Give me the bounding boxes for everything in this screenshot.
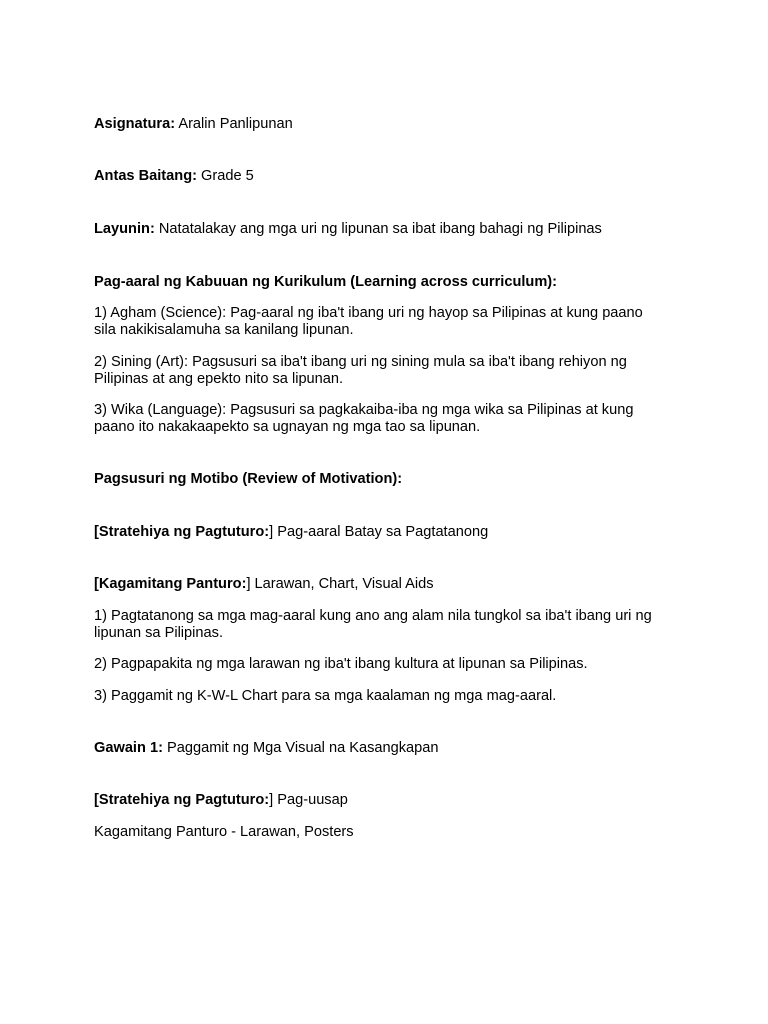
- kurikulum-item-3: 3) Wika (Language): Pagsusuri sa pagkakaiba-iba ng mga wika sa Pilipinas at kung paano ito nakakaapekto sa ugnayan ng mga tao sa lipunan.: [94, 402, 634, 435]
- strategy-value-1: ] Pag-aaral Batay sa Pagtatanong: [269, 524, 489, 540]
- strategy-line-1: [94, 524, 694, 541]
- strategy-label-1: [Stratehiya ng Pagtuturo:: [94, 524, 270, 540]
- motibo-item-3: 3) Paggamit ng K-W-L Chart para sa mga kaalaman ng mga mag-aaral.: [94, 688, 557, 704]
- gawain-value: Paggamit ng Mga Visual na Kasangkapan: [162, 740, 439, 756]
- kagamitan-line: [94, 576, 694, 593]
- layunin-label: Layunin:: [94, 221, 155, 237]
- antas-label: Antas Baitang:: [94, 168, 197, 184]
- kurikulum-heading: Pag-aaral ng Kabuuan ng Kurikulum (Learning across curriculum):: [94, 274, 558, 290]
- asignatura-label: Asignatura:: [94, 116, 176, 132]
- motibo-heading: Pagsusuri ng Motibo (Review of Motivation):: [94, 471, 403, 487]
- asignatura-line: [94, 116, 694, 133]
- motibo-item-1: 1) Pagtatanong sa mga mag-aaral kung ano ang alam nila tungkol sa iba't ibang uri ng lipunan sa Pilipinas.: [94, 608, 652, 641]
- asignatura-value: Aralin Panlipunan: [175, 116, 293, 132]
- gawain-label: Gawain 1:: [94, 740, 163, 756]
- kurikulum-item-1: 1) Agham (Science): Pag-aaral ng iba't ibang uri ng hayop sa Pilipinas at kung paano sila nakikisalamuha sa kanilang lipunan.: [94, 305, 643, 338]
- kagamitan-value: ] Larawan, Chart, Visual Aids: [246, 576, 434, 592]
- kagamitan-line-2: Kagamitang Panturo - Larawan, Posters: [94, 824, 354, 840]
- strategy-label-2: [Stratehiya ng Pagtuturo:: [94, 792, 270, 808]
- motibo-item-2: 2) Pagpapakita ng mga larawan ng iba't ibang kultura at lipunan sa Pilipinas.: [94, 656, 588, 672]
- antas-line: [94, 168, 694, 185]
- layunin-value: Natatalakay ang mga uri ng lipunan sa ibat ibang bahagi ng Pilipinas: [154, 221, 602, 237]
- kurikulum-item-2: 2) Sining (Art): Pagsusuri sa iba't ibang uri ng sining mula sa iba't ibang rehiyon ng Pilipinas at ang epekto nito sa lipunan.: [94, 354, 627, 387]
- antas-value: Grade 5: [196, 168, 254, 184]
- gawain-line: [94, 740, 694, 757]
- strategy-value-2: ] Pag-uusap: [269, 792, 348, 808]
- kagamitan-label: [Kagamitang Panturo:: [94, 576, 247, 592]
- strategy-line-2: [94, 792, 694, 809]
- layunin-line: [94, 221, 694, 238]
